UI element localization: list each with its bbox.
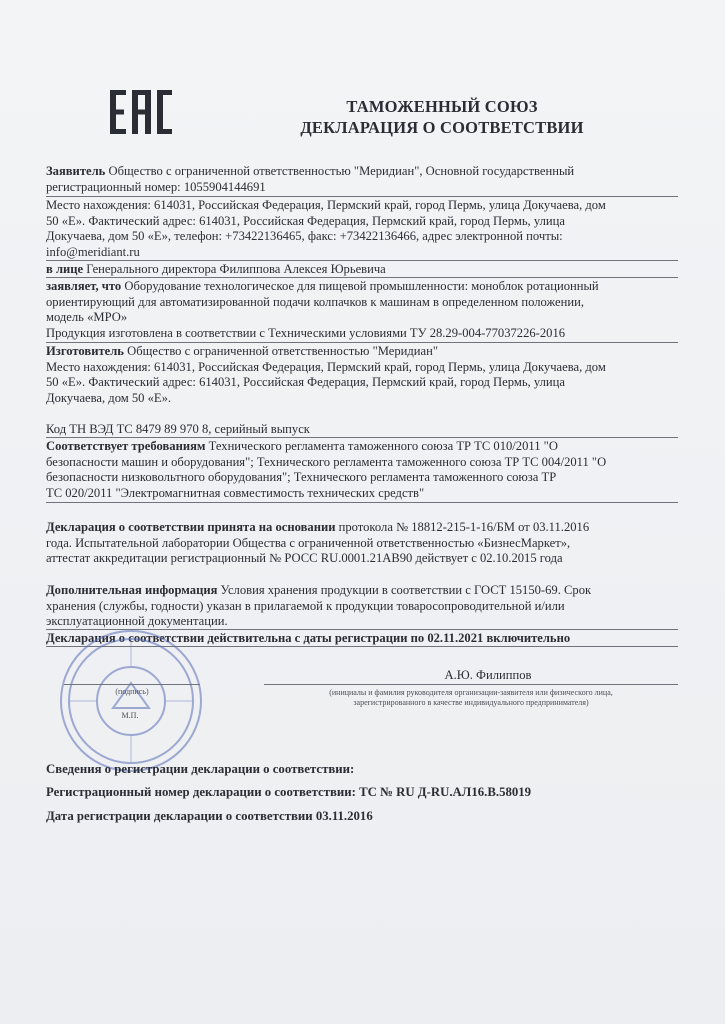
conformity-line: безопасности низковольтного оборудования"; Технического регламента таможенного союза ТР [46,470,557,484]
conformity-block [46,439,678,501]
name-line [264,684,678,685]
manufacturer-text: Общество с ограниченной ответственностью "Меридиан" [123,344,438,358]
manufacturer-line: 50 «Е». Фактический адрес: 614031, Российская Федерация, Пермский край, город Пермь, улица [46,375,565,389]
validity-text: Декларация о соответствии действительна с даты регистрации по 02.11.2021 включительно [46,631,571,645]
person-label: в лице [46,262,84,276]
basis-line: аттестат аккредитации регистрационный № РОСС RU.0001.21АВ90 действует с 02.10.2015 года [46,551,563,565]
declares-line: модель «МРО» [46,310,128,324]
conformity-line: безопасности машин и оборудования"; Технического регламента таможенного союза ТР ТС 004/2011 "О [46,454,607,469]
applicant-block [46,164,678,195]
manufacturer-line: Докучаева, дом 50 «Е». [46,390,172,405]
declares-label: заявляет, что [46,279,122,293]
applicant-ogrn: регистрационный номер: 1055904144691 [46,179,266,194]
applicant-label: Заявитель [46,164,106,178]
basis-label: Декларация о соответствии принята на основании [46,520,336,534]
registration-number: Регистрационный номер декларации о соответствии: ТС № RU Д-RU.АЛ16.В.58019 [46,785,532,799]
basis-line: года. Испытательной лаборатории Общества с ограниченной ответственностью «БизнесМаркет», [46,535,571,550]
address-email: info@meridiant.ru [46,244,140,259]
signatory-name-text: А.Ю. Филиппов [444,668,532,682]
divider [46,260,678,261]
declares-block [46,279,678,341]
divider [46,277,678,278]
address-line: 50 «Е». Фактический адрес: 614031, Российская Федерация, Пермский край, город Пермь, улица [46,213,565,228]
declares-line: ориентирующий для автоматизированной подачи колпачков к машинам в определенном положении, [46,294,584,309]
divider [46,502,678,503]
person-text: Генерального директора Филиппова Алексея Юрьевича [83,262,386,276]
code-block [46,422,678,438]
conformity-label: Соответствует требованиям [46,439,206,453]
eac-logo [108,88,174,136]
address-line: Место нахождения: 614031, Российская Федерация, Пермский край, город Пермь, улица Докучаева, дом [46,198,606,212]
basis-text: протокола № 18812-215-1-16/БМ от 03.11.2016 [335,520,590,534]
signatory-name [398,668,578,684]
signature-line [64,684,200,685]
hs-code: Код ТН ВЭД ТС 8479 89 970 8, серийный выпуск [46,422,310,436]
conformity-line: ТС 020/2011 "Электромагнитная совместимость технических средств" [46,485,425,500]
additional-text: Условия хранения продукции в соответствии с ГОСТ 15150-69. Срок [217,583,592,597]
seal-stamp-icon [58,628,204,774]
document-title [272,96,612,138]
name-caption-line: (инициалы и фамилия руководителя организации-заявителя или физического лица, [329,688,613,697]
declares-specs: Продукция изготовлена в соответствии с Техническими условиями ТУ 28.29-004-77037226-2016 [46,325,566,340]
applicant-address-block [46,198,678,260]
additional-line: хранения (службы, годности) указан в прилагаемой к продукции товаросопроводительной и/или [46,598,565,613]
additional-block [46,583,678,630]
address-line: Докучаева, дом 50 «Е», телефон: +73422136465, факс: +73422136466, адрес электронной почты: [46,229,563,243]
divider [46,342,678,343]
title-union: ТАМОЖЕННЫЙ СОЮЗ [346,97,538,116]
stamp-caption: М.П. [121,711,139,720]
manufacturer-label: Изготовитель [46,344,124,358]
declares-text: Оборудование технологическое для пищевой промышленности: моноблок ротационный [121,279,599,293]
registration-heading: Сведения о регистрации декларации о соответствии: [46,762,355,776]
divider [46,196,678,197]
name-caption [264,688,678,708]
additional-label: Дополнительная информация [46,583,218,597]
person-block [46,262,678,278]
manufacturer-line: Место нахождения: 614031, Российская Федерация, Пермский край, город Пермь, улица Докучаева, дом [46,359,606,374]
conformity-text: Технического регламента таможенного союза ТР ТС 010/2011 "О [205,439,558,453]
title-declaration: ДЕКЛАРАЦИЯ О СООТВЕТСТВИИ [300,118,584,137]
divider [46,437,678,438]
additional-line: эксплуатационной документации. [46,614,228,628]
applicant-text: Общество с ограниченной ответственностью "Меридиан", Основной государственный [105,164,575,178]
name-caption-line: зарегистрированного в качестве индивидуального предпринимателя) [353,698,589,707]
signature-caption: (подпись) [115,687,149,696]
manufacturer-block [46,344,678,406]
basis-block [46,520,678,567]
registration-date: Дата регистрации декларации о соответствии 03.11.2016 [46,809,373,823]
